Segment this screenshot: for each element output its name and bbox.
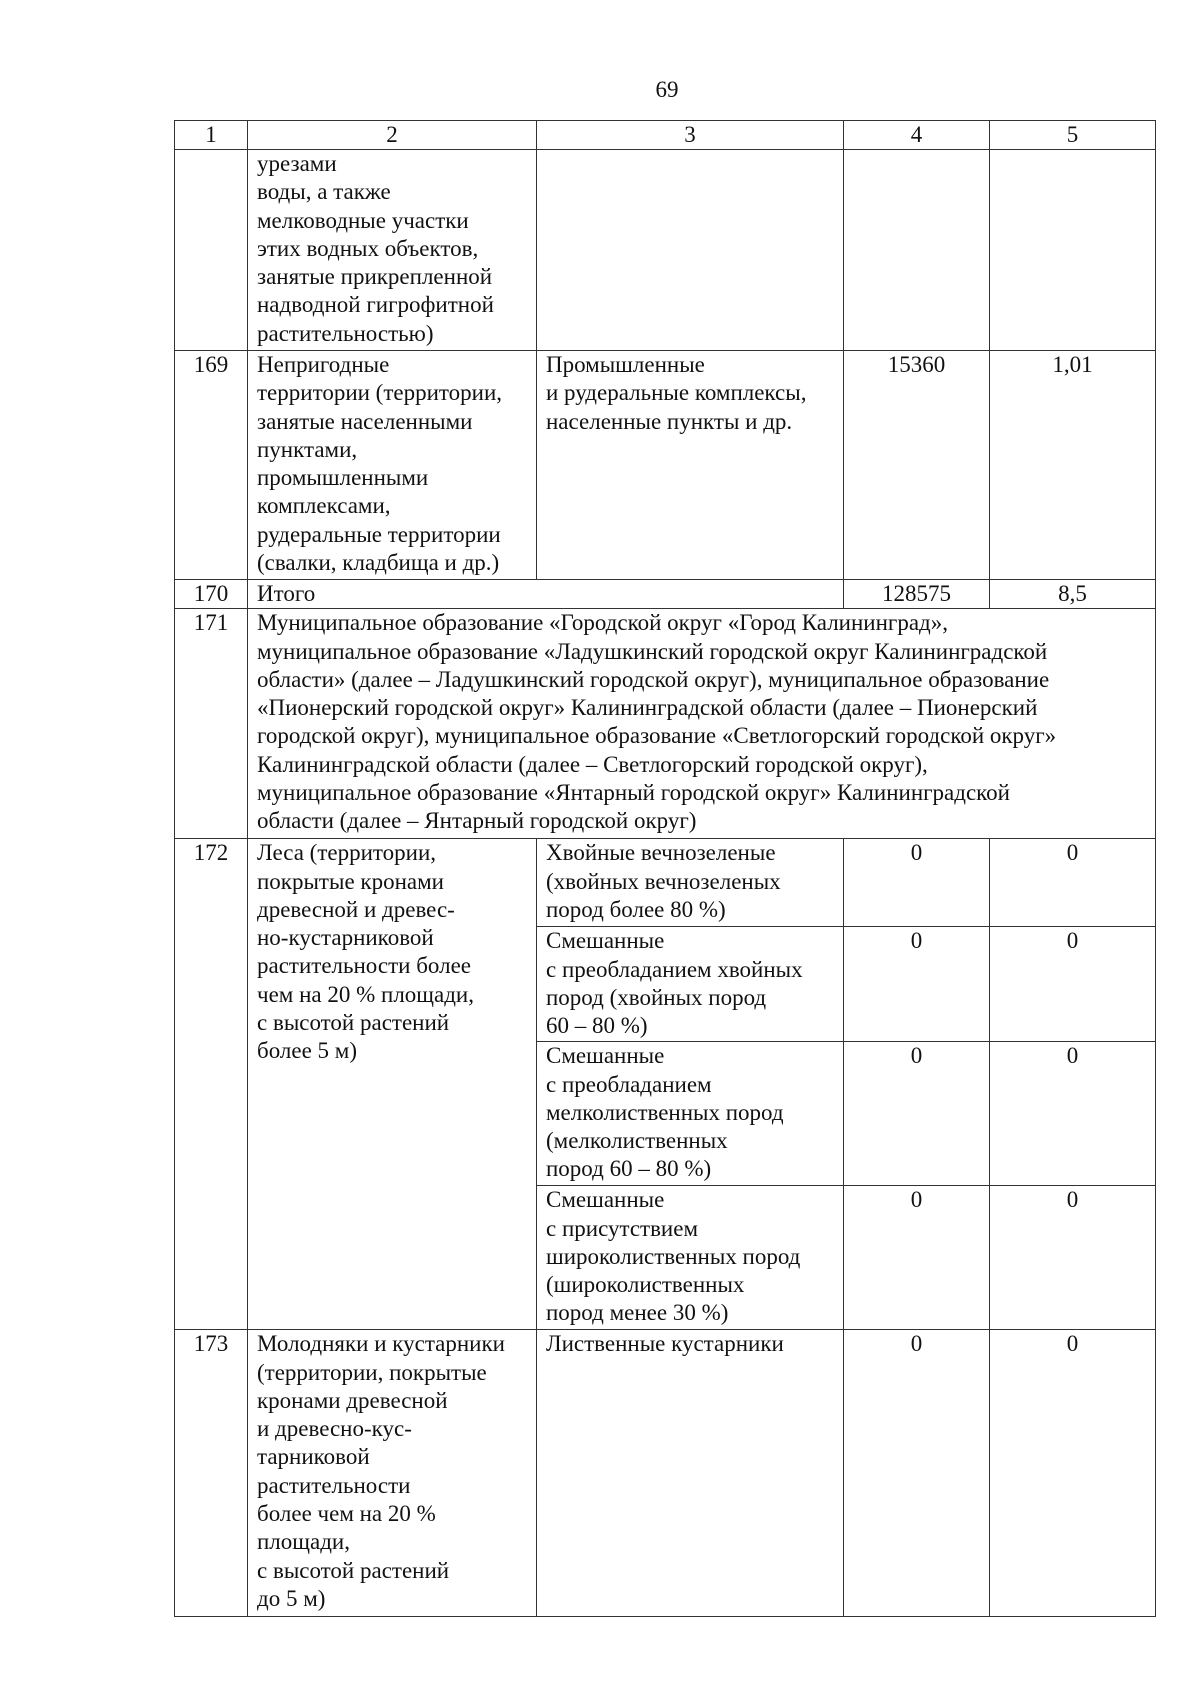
row-number-cell: 173 bbox=[175, 1330, 248, 1617]
table-row-173 bbox=[175, 1330, 1156, 1617]
percent-cell: 0 bbox=[990, 1042, 1156, 1186]
text-line: комплексами, bbox=[257, 493, 391, 519]
text-line: муниципальное образование «Янтарный городской округ» Калининградской bbox=[257, 780, 1010, 806]
text-line: покрытые кронами bbox=[257, 868, 444, 894]
text-line: занятые прикрепленной bbox=[257, 264, 493, 290]
text-line: пород 60 – 80 %) bbox=[546, 1156, 712, 1182]
text-line: (широколиственных bbox=[546, 1272, 745, 1298]
description-cell bbox=[537, 1042, 844, 1186]
table-row-171 bbox=[175, 609, 1156, 839]
text-line: но-кустарниковой bbox=[257, 925, 434, 951]
text-line: с присутствием bbox=[546, 1215, 699, 1241]
text-line: более чем на 20 % bbox=[257, 1501, 436, 1527]
row-number-cell: 169 bbox=[175, 351, 248, 580]
text-line: Смешанные bbox=[546, 1043, 665, 1069]
text-line: с высотой растений bbox=[257, 1557, 450, 1583]
value-cell: 15360 bbox=[844, 351, 990, 580]
text-line: мелководные участки bbox=[257, 207, 469, 233]
text-line: широколиственных пород bbox=[546, 1243, 801, 1269]
percent-cell: 0 bbox=[990, 1186, 1156, 1330]
header-cell-2: 2 bbox=[248, 121, 537, 150]
text-line: занятые населенными bbox=[257, 408, 473, 434]
text-line: пунктами, bbox=[257, 436, 358, 462]
value-cell: 0 bbox=[844, 839, 990, 927]
description-cell bbox=[537, 150, 844, 351]
text-line: промышленными bbox=[257, 465, 429, 491]
percent-cell: 0 bbox=[990, 1330, 1156, 1617]
text-line: территории (территории, bbox=[257, 380, 503, 406]
page-number: 69 bbox=[655, 77, 679, 102]
row-number-cell: 172 bbox=[175, 839, 248, 1330]
text-line: Лиственные кустарники bbox=[546, 1331, 784, 1357]
description-cell bbox=[537, 1186, 844, 1330]
text-line: (мелколиственных bbox=[546, 1128, 728, 1154]
land-cover-table bbox=[174, 120, 1156, 1617]
text-line: области (далее – Янтарный городской округ) bbox=[257, 808, 697, 834]
text-line: этих водных объектов, bbox=[257, 235, 479, 261]
text-line: (свалки, кладбища и др.) bbox=[257, 550, 500, 576]
row-number-cell: 170 bbox=[175, 580, 248, 609]
text-line: растительности bbox=[257, 1472, 411, 1498]
header-cell-4: 4 bbox=[844, 121, 990, 150]
description-cell bbox=[537, 927, 844, 1042]
text-line: и древесно-кус- bbox=[257, 1416, 412, 1442]
text-line: чем на 20 % площади, bbox=[257, 981, 474, 1007]
text-line: «Пионерский городской округ» Калининградской области (далее – Пионерский bbox=[257, 695, 1038, 721]
row-number-cell bbox=[175, 150, 248, 351]
land-type-cell bbox=[248, 1330, 537, 1617]
text-line: площади, bbox=[257, 1529, 350, 1555]
header-cell-1: 1 bbox=[175, 121, 248, 150]
text-line: до 5 м) bbox=[257, 1585, 326, 1611]
text-line: Молодняки и кустарники bbox=[257, 1331, 505, 1357]
land-type-cell bbox=[248, 351, 537, 580]
text-line: пород (хвойных пород bbox=[546, 984, 767, 1010]
percent-cell: 0 bbox=[990, 839, 1156, 927]
text-line: Леса (территории, bbox=[257, 840, 437, 866]
table-row-169 bbox=[175, 351, 1156, 580]
text-line: кронами древесной bbox=[257, 1387, 448, 1413]
text-line: Смешанные bbox=[546, 1187, 665, 1213]
text-line: с преобладанием bbox=[546, 1071, 712, 1097]
table-row-continued bbox=[175, 150, 1156, 351]
land-type-cell bbox=[248, 839, 537, 1330]
percent-cell: 1,01 bbox=[990, 351, 1156, 580]
municipality-heading-cell bbox=[248, 609, 1156, 839]
header-cell-3: 3 bbox=[537, 121, 844, 150]
description-cell bbox=[537, 1330, 844, 1617]
percent-cell: 8,5 bbox=[990, 580, 1156, 609]
text-line: Непригодные bbox=[257, 352, 390, 377]
text-line: населенные пункты и др. bbox=[546, 408, 793, 434]
text-line: более 5 м) bbox=[257, 1038, 358, 1064]
text-line: с высотой растений bbox=[257, 1010, 450, 1036]
table-header-row bbox=[175, 121, 1156, 150]
text-line: мелколиственных пород bbox=[546, 1099, 784, 1125]
text-line: надводной гигрофитной bbox=[257, 292, 494, 318]
text-line: Смешанные bbox=[546, 928, 665, 954]
text-line: Промышленные bbox=[546, 352, 705, 377]
text-line: урезами bbox=[257, 151, 337, 176]
text-line: древесной и древес- bbox=[257, 896, 455, 922]
value-cell: 0 bbox=[844, 1330, 990, 1617]
percent-cell: 0 bbox=[990, 927, 1156, 1042]
text-line: городской округ), муниципальное образование «Светлогорский городской округ» bbox=[257, 723, 1057, 749]
text-line: тарниковой bbox=[257, 1444, 370, 1470]
text-line: Калининградской области (далее – Светлогорский городской округ), bbox=[257, 751, 928, 777]
table-row-170 bbox=[175, 580, 1156, 609]
value-cell bbox=[844, 150, 990, 351]
percent-cell bbox=[990, 150, 1156, 351]
text-line: муниципальное образование «Ладушкинский городской округ Калининградской bbox=[257, 638, 1048, 664]
text-line: рудеральные территории bbox=[257, 521, 501, 547]
land-type-cell bbox=[248, 150, 537, 351]
value-cell: 0 bbox=[844, 927, 990, 1042]
text-line: с преобладанием хвойных bbox=[546, 956, 803, 982]
text-line: пород более 80 %) bbox=[546, 896, 726, 922]
total-label-cell: Итого bbox=[248, 580, 844, 609]
value-cell: 0 bbox=[844, 1186, 990, 1330]
header-cell-5: 5 bbox=[990, 121, 1156, 150]
text-line: Хвойные вечнозеленые bbox=[546, 840, 776, 866]
text-line: (территории, покрытые bbox=[257, 1359, 487, 1385]
text-line: воды, а также bbox=[257, 179, 391, 205]
text-line: 60 – 80 %) bbox=[546, 1013, 648, 1039]
table-row-172 bbox=[175, 839, 1156, 927]
description-cell bbox=[537, 351, 844, 580]
text-line: Муниципальное образование «Городской округ «Город Калининград», bbox=[257, 610, 949, 636]
text-line: области» (далее – Ладушкинский городской округ), муниципальное образование bbox=[257, 666, 1050, 692]
value-cell: 128575 bbox=[844, 580, 990, 609]
description-cell bbox=[537, 839, 844, 927]
value-cell: 0 bbox=[844, 1042, 990, 1186]
text-line: и рудеральные комплексы, bbox=[546, 380, 807, 406]
text-line: (хвойных вечнозеленых bbox=[546, 868, 781, 894]
text-line: растительности более bbox=[257, 953, 471, 979]
row-number-cell: 171 bbox=[175, 609, 248, 839]
text-line: растительностью) bbox=[257, 320, 434, 346]
text-line: пород менее 30 %) bbox=[546, 1300, 729, 1326]
